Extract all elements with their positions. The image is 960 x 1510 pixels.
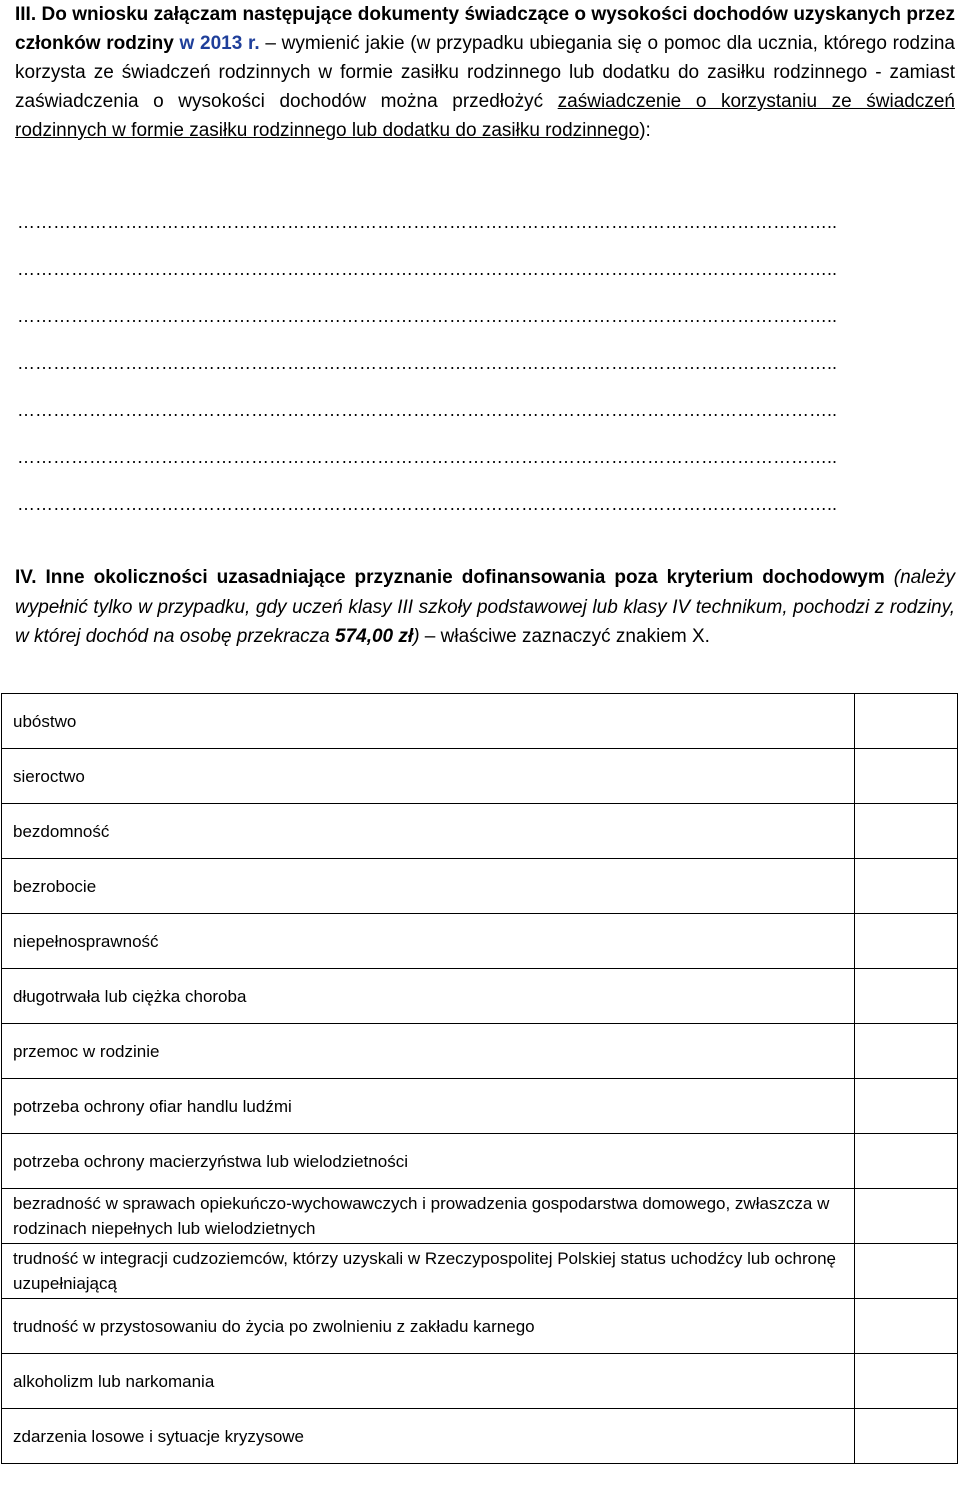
document-list-lines bbox=[17, 199, 942, 528]
table-row bbox=[2, 1354, 958, 1409]
section-3-underlined-note: zaświadczenie o korzystaniu ze świadczeń rodzinnych w formie zasiłku rodzinnego lub dodatku do zasiłku rodzinnego bbox=[15, 91, 955, 141]
circumstance-label: długotrwała lub ciężka choroba bbox=[2, 969, 855, 1024]
table-row bbox=[2, 804, 958, 859]
circumstance-label: bezrobocie bbox=[2, 859, 855, 914]
checkbox-cell[interactable] bbox=[855, 1079, 958, 1134]
section-4-dash: – bbox=[424, 626, 436, 647]
checkbox-cell[interactable] bbox=[855, 694, 958, 749]
fill-line-2[interactable]: ……………………………………………………………………………………………………………………….. bbox=[17, 259, 838, 279]
circumstance-label: trudność w integracji cudzoziemców, którzy uzyskali w Rzeczypospolitej Polskiej status uchodźcy lub ochronę uzupełniającą bbox=[2, 1244, 855, 1299]
section-4-note-close: ) bbox=[413, 626, 420, 647]
section-4-heading bbox=[15, 563, 955, 652]
table-row bbox=[2, 1299, 958, 1354]
fill-line-4[interactable]: ……………………………………………………………………………………………………………………….. bbox=[17, 353, 838, 373]
section-3-number: III. bbox=[15, 4, 37, 25]
circumstances-table bbox=[1, 693, 958, 1464]
table-row bbox=[2, 694, 958, 749]
table-row bbox=[2, 1409, 958, 1464]
table-row bbox=[2, 1134, 958, 1189]
table-row bbox=[2, 1079, 958, 1134]
section-4 bbox=[15, 563, 955, 652]
circumstance-label: potrzeba ochrony ofiar handlu ludźmi bbox=[2, 1079, 855, 1134]
checkbox-cell[interactable] bbox=[855, 1354, 958, 1409]
checkbox-cell[interactable] bbox=[855, 859, 958, 914]
section-3-dash: – bbox=[265, 33, 276, 54]
section-3-heading bbox=[15, 0, 955, 145]
circumstance-label: alkoholizm lub narkomania bbox=[2, 1354, 855, 1409]
checkbox-cell[interactable] bbox=[855, 1244, 958, 1299]
table-row bbox=[2, 969, 958, 1024]
checkbox-cell[interactable] bbox=[855, 969, 958, 1024]
section-4-note: (należy wypełnić tylko w przypadku, gdy uczeń klasy III szkoły podstawowej lub klasy IV technikum, pochodzi z rodziny, w której dochód na osobę przekracza bbox=[15, 567, 955, 647]
table-row bbox=[2, 1244, 958, 1299]
checkbox-cell[interactable] bbox=[855, 1024, 958, 1079]
section-4-instruction: właściwe zaznaczyć znakiem X. bbox=[440, 626, 710, 647]
fill-line-1[interactable]: ……………………………………………………………………………………………………………………….. bbox=[17, 212, 838, 232]
table-row bbox=[2, 1024, 958, 1079]
fill-line-6[interactable]: ……………………………………………………………………………………………………………………….. bbox=[17, 447, 838, 467]
circumstance-label: bezradność w sprawach opiekuńczo-wychowawczych i prowadzenia gospodarstwa domowego, zwłaszcza w rodzinach niepełnych lub wielodzietnych bbox=[2, 1189, 855, 1244]
section-3-lead: Do wniosku załączam następujące dokumenty świadczące o wysokości dochodów uzyskanych przez członków rodziny bbox=[15, 4, 956, 54]
section-3-year: w 2013 r. bbox=[179, 33, 260, 54]
table-row bbox=[2, 1189, 958, 1244]
table-row bbox=[2, 749, 958, 804]
circumstance-label: potrzeba ochrony macierzyństwa lub wielodzietności bbox=[2, 1134, 855, 1189]
checkbox-cell[interactable] bbox=[855, 1409, 958, 1464]
circumstance-label: sieroctwo bbox=[2, 749, 855, 804]
section-3-tail: ): bbox=[639, 120, 651, 141]
section-4-number: IV. bbox=[15, 567, 37, 588]
checkbox-cell[interactable] bbox=[855, 749, 958, 804]
circumstance-label: trudność w przystosowaniu do życia po zwolnieniu z zakładu karnego bbox=[2, 1299, 855, 1354]
checkbox-cell[interactable] bbox=[855, 914, 958, 969]
section-3-instructions: wymienić jakie (w przypadku ubiegania się o pomoc dla ucznia, którego rodzina korzysta ze świadczeń rodzinnych w formie zasiłku rodzinnego lub dodatku do zasiłku rodzinnego - zamiast zaświadczenia o wysokości dochodów można przedłożyć bbox=[15, 33, 955, 112]
fill-line-7[interactable]: ……………………………………………………………………………………………………………………….. bbox=[17, 494, 838, 514]
checkbox-cell[interactable] bbox=[855, 804, 958, 859]
circumstance-label: ubóstwo bbox=[2, 694, 855, 749]
circumstance-label: zdarzenia losowe i sytuacje kryzysowe bbox=[2, 1409, 855, 1464]
circumstance-label: bezdomność bbox=[2, 804, 855, 859]
fill-line-5[interactable]: ……………………………………………………………………………………………………………………….. bbox=[17, 400, 838, 420]
section-4-title: Inne okoliczności uzasadniające przyznanie dofinansowania poza kryterium dochodowym bbox=[45, 567, 885, 588]
table-row bbox=[2, 859, 958, 914]
income-threshold: 574,00 zł bbox=[335, 626, 414, 647]
circumstance-label: niepełnosprawność bbox=[2, 914, 855, 969]
checkbox-cell[interactable] bbox=[855, 1299, 958, 1354]
section-3 bbox=[15, 0, 955, 145]
checkbox-cell[interactable] bbox=[855, 1189, 958, 1244]
checkbox-cell[interactable] bbox=[855, 1134, 958, 1189]
fill-line-3[interactable]: ……………………………………………………………………………………………………………………….. bbox=[17, 306, 838, 326]
table-row bbox=[2, 914, 958, 969]
circumstance-label: przemoc w rodzinie bbox=[2, 1024, 855, 1079]
